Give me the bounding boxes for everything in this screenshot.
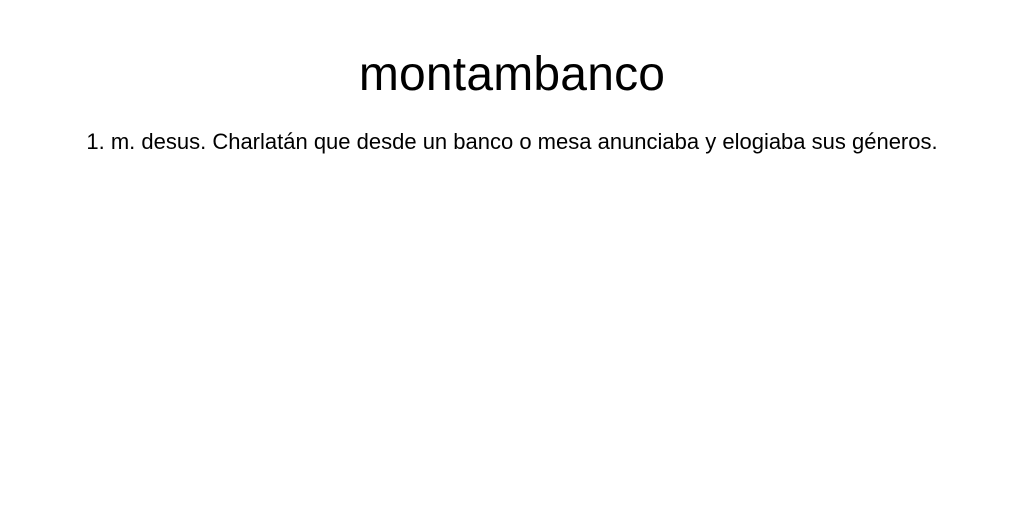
entry-word: montambanco	[358, 48, 666, 101]
entry-definition: 1. m. desus. Charlatán que desde un banco o mesa anunciaba y elogiaba sus géneros.	[86, 129, 938, 154]
